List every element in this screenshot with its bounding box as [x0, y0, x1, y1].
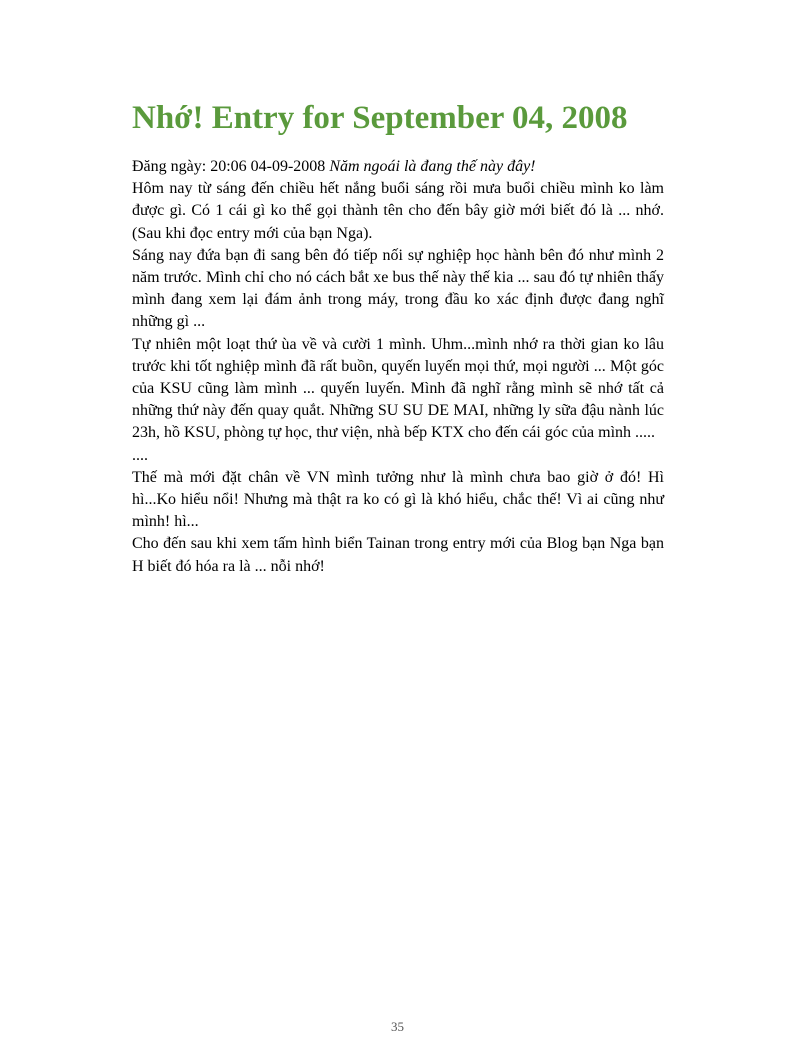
- paragraph: Hôm nay từ sáng đến chiều hết nắng buổi sáng rồi mưa buổi chiều mình ko làm được gì. Có 1 cái gì ko thể gọi thành tên cho đến bây giờ mới biết đó là ... nhớ. (Sau khi đọc entry mới của bạn Nga).: [132, 180, 664, 242]
- posted-date: Đăng ngày: 20:06 04-09-2008: [132, 158, 330, 175]
- paragraph: Cho đến sau khi xem tấm hình biển Tainan trong entry mới của Blog bạn Nga bạn H biết đó hóa ra là ... nỗi nhớ!: [132, 535, 664, 575]
- paragraph: Sáng nay đứa bạn đi sang bên đó tiếp nối sự nghiệp học hành bên đó như mình 2 năm trước. Mình chỉ cho nó cách bắt xe bus thế này thế kia ... sau đó tự nhiên thấy mình đang xem lại đám ảnh trong máy, trong đầu ko xác định được đang nghĩ những gì ...: [132, 246, 664, 331]
- page-title: Nhớ! Entry for September 04, 2008: [132, 100, 628, 136]
- paragraph: Tự nhiên một loạt thứ ùa về và cười 1 mình. Uhm...mình nhớ ra thời gian ko lâu trước khi tốt nghiệp mình đã rất buồn, quyến luyến mọi thứ, mọi người ... Một góc của KSU cũng làm mình ... quyến luyến. Mình đã nghĩ rằng mình sẽ nhớ tất cả những thứ này đến quay quắt. Những SU SU DE MAI, những ly sữa đậu nành lúc 23h, hồ KSU, phòng tự học, thư viện, nhà bếp KTX cho đến cái góc của mình .....: [132, 335, 664, 442]
- entry-body: [132, 156, 664, 578]
- page-number: 35: [391, 1019, 404, 1034]
- paragraph-ellipsis: ....: [132, 446, 148, 464]
- entry-caption: Năm ngoái là đang thế này đây!: [329, 158, 536, 175]
- entry-meta: [132, 156, 664, 178]
- paragraph: Thế mà mới đặt chân về VN mình tưởng như là mình chưa bao giờ ở đó! Hì hì...Ko hiểu nổi! Nhưng mà thật ra ko có gì là khó hiểu, chắc thế! Vì ai cũng như mình! hì...: [132, 468, 664, 531]
